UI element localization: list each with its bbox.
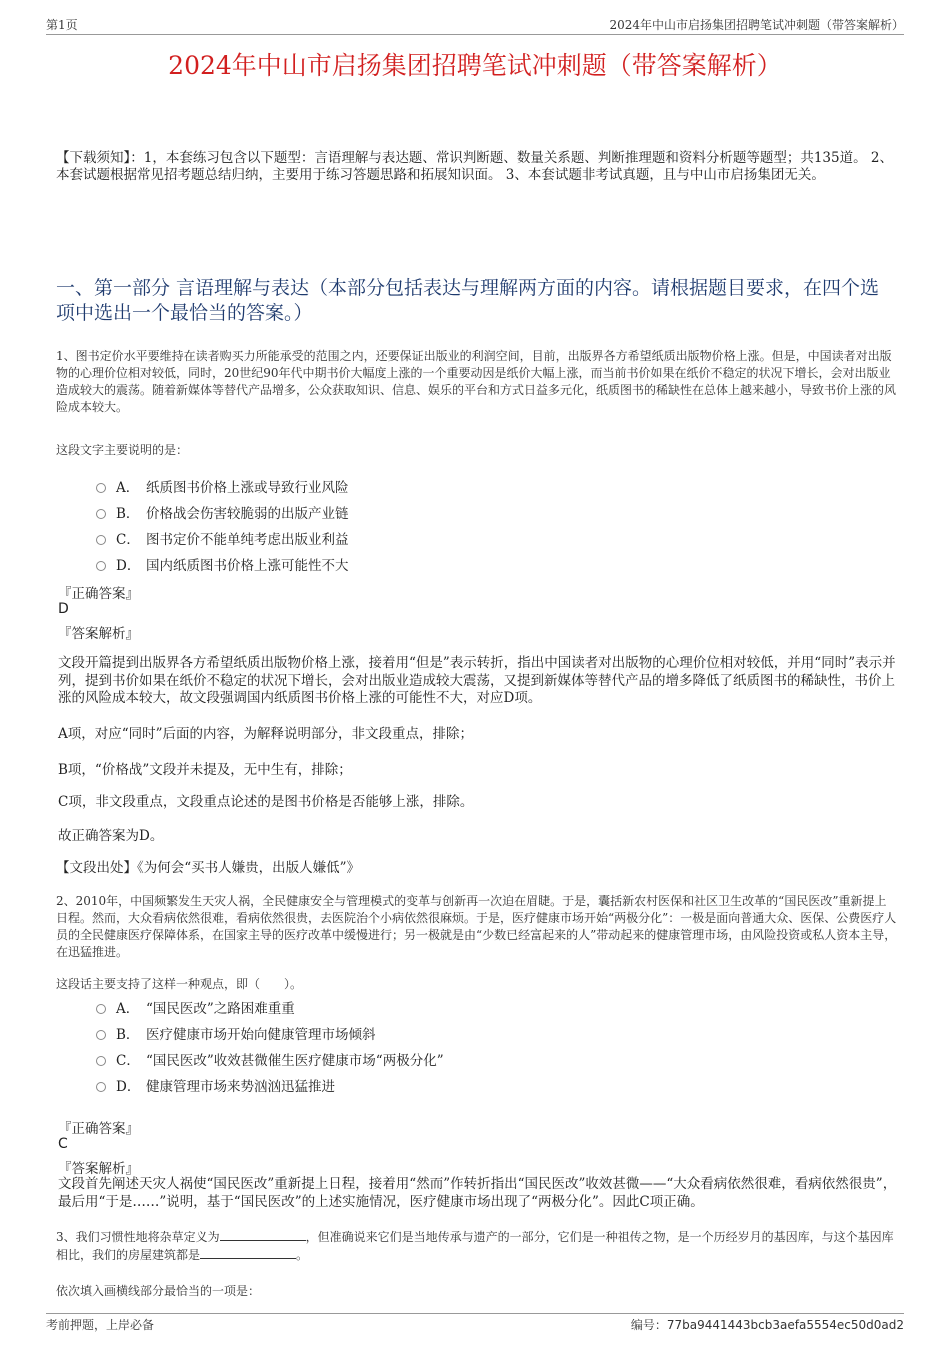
option-text: “国民医改”之路困难重重: [146, 1001, 295, 1017]
question-2-options: [96, 994, 444, 1098]
analysis-note: 故正确答案为D。: [58, 828, 164, 844]
answer-label: 『正确答案』: [58, 1121, 139, 1137]
code-label: 编号：: [630, 1318, 667, 1332]
option-text: “国民医改”收效甚微催生医疗健康市场“两极分化”: [146, 1053, 444, 1069]
answer-label: 『正确答案』: [58, 586, 139, 602]
option-letter: A．: [116, 480, 140, 496]
analysis-note: C项，非文段重点，文段重点论述的是图书价格是否能够上涨，排除。: [58, 794, 474, 810]
section-heading: 一、第一部分 言语理解与表达（本部分包括表达与理解两方面的内容。请根据题目要求，在四个选项中选出一个最恰当的答案。）: [56, 277, 880, 324]
question-1-prompt: 这段文字主要说明的是：: [56, 443, 189, 457]
analysis-label: 『答案解析』: [58, 1161, 139, 1177]
question-2-analysis: 文段首先阐述天灾人祸使“国民医改”重新提上日程，接着用“然而”作转折指出“国民医改”收效甚微——“大众看病依然很难，看病依然很贵”，最后用“于是……”说明，基于“国民医改”的上述实施情况，医疗健康市场出现了“两极分化”。因此C项正确。: [58, 1176, 897, 1210]
radio-icon[interactable]: [96, 483, 106, 493]
question-1-analysis: 文段开篇提到出版界各方希望纸质出版物价格上涨，接着用“但是”表示转折，指出中国读者对出版物的心理价位相对较低，并用“同时”表示并列，提到书价如果在纸价不稳定的状况下增长，会对出版业造成较大震荡，又提到新媒体等替代产品的增多降低了纸质图书的稀缺性，书价上涨的风险成本较大，故文段强调国内纸质图书价格上涨的可能性不大，对应D项。: [58, 655, 896, 706]
footer-slogan: 考前押题，上岸必备: [46, 1318, 155, 1332]
option-a[interactable]: [96, 473, 349, 499]
option-text: 国内纸质图书价格上涨可能性不大: [146, 558, 349, 574]
analysis-label: 『答案解析』: [58, 626, 139, 642]
question-2-prompt: 这段话主要支持了这样一种观点，即（ ）。: [56, 977, 303, 991]
stem-text: 。: [296, 1248, 309, 1262]
option-text: 医疗健康市场开始向健康管理市场倾斜: [146, 1027, 376, 1043]
footer-code: [631, 1316, 904, 1333]
option-letter: A．: [116, 1001, 140, 1017]
option-letter: C．: [116, 532, 140, 548]
question-3-prompt: 依次填入画横线部分最恰当的一项是：: [56, 1284, 261, 1298]
option-a[interactable]: [96, 994, 444, 1020]
passage-source: 【文段出处】《为何会“买书人嫌贵，出版人嫌低”》: [56, 860, 361, 876]
option-text: 纸质图书价格上涨或导致行业风险: [146, 480, 349, 496]
question-1-options: [96, 473, 349, 577]
stem-text: 3、我们习惯性地将杂草定义为: [56, 1230, 220, 1244]
radio-icon[interactable]: [96, 1030, 106, 1040]
fill-blank-1: [220, 1228, 306, 1241]
option-d[interactable]: [96, 551, 349, 577]
option-letter: B．: [116, 1027, 140, 1043]
analysis-note: B项，“价格战”文段并未提及，无中生有，排除；: [58, 762, 352, 778]
option-letter: D．: [116, 558, 141, 574]
option-text: 价格战会伤害较脆弱的出版产业链: [146, 506, 349, 522]
question-1-stem: 1、图书定价水平要维持在读者购买力所能承受的范围之内，还要保证出版业的利润空间，目前，出版界各方希望纸质出版物价格上涨。但是，中国读者对出版物的心理价位相对较低，同时，20世纪90年代中期书价大幅度上涨的一个重要动因是纸价大幅上涨，而当前书价如果在纸价不稳定的状况下增长，会对出版业造成较大的震荡。随着新媒体等替代产品增多，公众获取知识、信息、娱乐的平台和方式日益多元化，纸质图书的稀缺性在总体上越来越小，导致书价上涨的风险成本较大。: [56, 349, 897, 414]
radio-icon[interactable]: [96, 535, 106, 545]
header-doc-title: 2024年中山市启扬集团招聘笔试冲刺题（带答案解析）: [609, 18, 904, 32]
option-letter: C．: [116, 1053, 140, 1069]
code-value: 77ba9441443bcb3aefa5554ec50d0ad2: [666, 1318, 904, 1332]
page-footer: [46, 1313, 904, 1334]
radio-icon[interactable]: [96, 561, 106, 571]
option-text: 图书定价不能单纯考虑出版业利益: [146, 532, 349, 548]
analysis-note: A项，对应“同时”后面的内容，为解释说明部分，非文段重点，排除；: [58, 726, 474, 742]
radio-icon[interactable]: [96, 509, 106, 519]
download-notice: 【下载须知】：1，本套练习包含以下题型：言语理解与表达题、常识判断题、数量关系题、判断推理题和资料分析题等题型；共135道。 2、本套试题根据常见招考题总结归纳，主要用于练习答题思路和拓展知识面。 3、本套试题非考试真题，且与中山市启扬集团无关。: [56, 150, 893, 183]
question-3-stem: [56, 1228, 898, 1264]
option-text: 健康管理市场来势汹汹迅猛推进: [146, 1079, 335, 1095]
option-b[interactable]: [96, 1020, 444, 1046]
option-b[interactable]: [96, 499, 349, 525]
page-header: [46, 14, 904, 35]
option-c[interactable]: [96, 525, 349, 551]
radio-icon[interactable]: [96, 1082, 106, 1092]
option-d[interactable]: [96, 1072, 444, 1098]
fill-blank-2: [200, 1246, 296, 1259]
page-number: 第1页: [46, 18, 78, 32]
radio-icon[interactable]: [96, 1004, 106, 1014]
document-title: 2024年中山市启扬集团招聘笔试冲刺题（带答案解析）: [168, 51, 782, 80]
radio-icon[interactable]: [96, 1056, 106, 1066]
option-letter: D．: [116, 1079, 141, 1095]
question-2-stem: 2、2010年，中国频繁发生天灾人祸，全民健康安全与管理模式的变革与创新再一次迫在眉睫。于是，囊括新农村医保和社区卫生改革的“国民医改”重新提上日程。然而，大众看病依然很难，看病依然很贵，去医院治个小病依然很麻烦。于是，医疗健康市场开始“两极分化”：一极是面向普通大众、医保、公费医疗人员的全民健康医疗保障体系，在国家主导的医疗改革中缓慢进行；另一极就是由“少数已经富起来的人”带动起来的健康管理市场，由风险投资或私人资本主导，在迅猛推进。: [56, 894, 897, 959]
answer-value: C: [58, 1136, 68, 1152]
option-letter: B．: [116, 506, 140, 522]
stem-text: ，但准确说来它们是当地传承与遗产的一部分，它们是一种祖传之物，是一个历经岁月的基因库，与这个基因库相比，我们的房屋建筑都是: [56, 1230, 894, 1262]
option-c[interactable]: [96, 1046, 444, 1072]
answer-value: D: [58, 601, 69, 617]
